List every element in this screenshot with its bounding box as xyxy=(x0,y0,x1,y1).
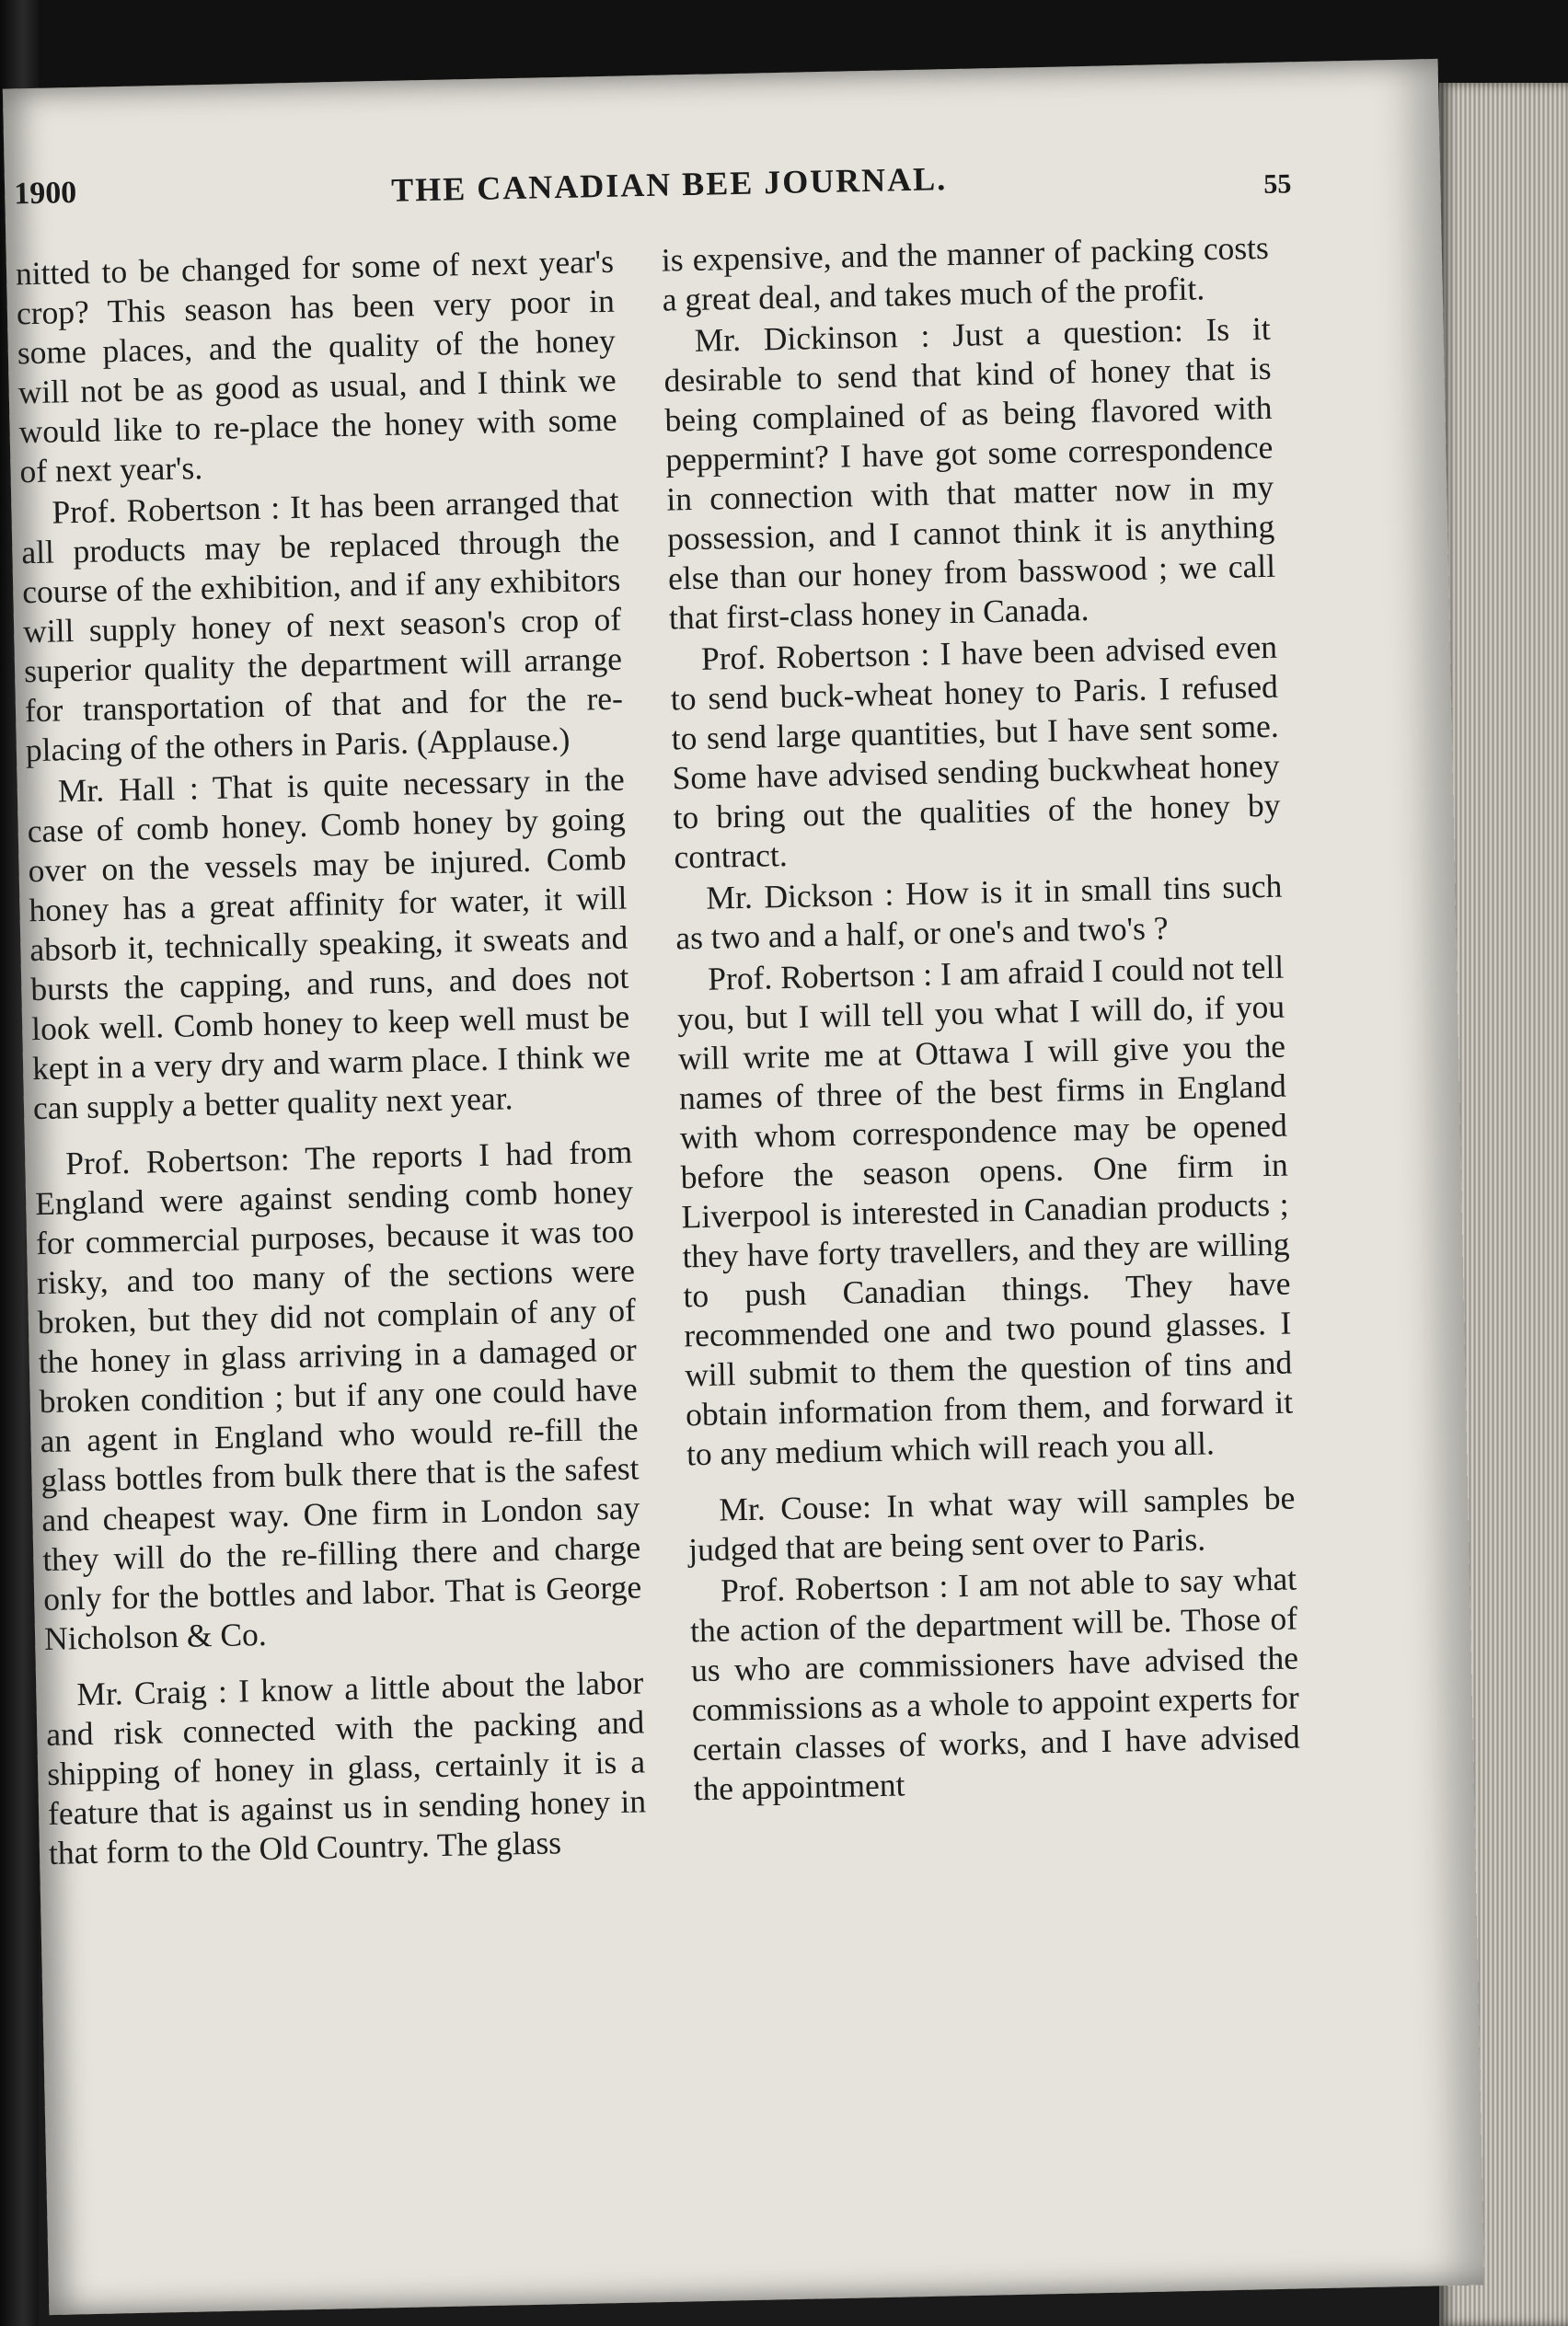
paragraph: Mr. Dickson : How is it in small tins such as two and a half, or one's and two's ? xyxy=(674,867,1283,957)
page-number: 55 xyxy=(1262,168,1292,200)
paragraph: nitted to be changed for some of next year's crop? This season has been very poor in some places, and the quality of the honey will not be as good as usual, and I think we would like to re-place the honey with some of next year's. xyxy=(15,242,617,490)
book-page xyxy=(3,59,1484,2315)
paragraph: Mr. Dickinson : Just a question: Is it desirable to send that kind of honey that is being complained of as being flavored with peppermint? I have got some correspondence in connection with that matter now in my possession, and I cannot think it is anything else than our honey from basswood ; we call that first-class honey in Canada. xyxy=(663,309,1276,637)
paragraph: Prof. Robertson : I am not able to say what the action of the department will be. Those of us who are commissioners have advised the commissions as a whole to appoint experts for certain classes of works, and I have advised the appointment xyxy=(689,1560,1301,1808)
left-column xyxy=(16,242,648,1875)
paragraph: Mr. Hall : That is quite necessary in the case of comb honey. Comb honey by going over on the vessels may be injured. Comb honey has a great affinity for water, it will absorb it, technically speaking, it sweats and bursts the capping, and runs, and does not look well. Comb honey to keep well must be kept in a very dry and warm place. I think we can supply a better quality next year. xyxy=(27,760,631,1127)
paragraph: Mr. Craig : I know a little about the labor and risk connected with the packing and shipping of honey in glass, certainly it is a feature that is against us in sending honey in that form to the Old Country. The glass xyxy=(45,1664,647,1871)
right-column xyxy=(661,228,1301,1811)
paragraph: Mr. Couse: In what way will samples be judged that are being sent over to Paris. xyxy=(687,1479,1296,1569)
paragraph: Prof. Robertson : I am afraid I could not tell you, but I will tell you what I will do, if you will write me at Ottawa I will give you the names of three of the best firms in England with whom correspondence may be opened before the season opens. One firm in Liverpool is interested in Canadian products ; they have forty travellers, and they are willing to push Canadian things. They have recommended one and two pound glasses. I will submit to them the question of tins and obtain information from them, and forward it to any medium which will reach you all. xyxy=(676,948,1294,1473)
paragraph: is expensive, and the manner of packing costs a great deal, and takes much of the profit. xyxy=(661,228,1270,318)
header-year: 1900 xyxy=(13,175,77,212)
paragraph: Prof. Robertson : It has been arranged that all products may be replaced through the course of the exhibition, and if any exhibitors will supply honey of next season's crop of superior quality the department will arrange for transportation of that and for the re-placing of the others in Paris. (Applause.) xyxy=(20,481,624,769)
running-header xyxy=(5,140,1441,225)
paragraph: Prof. Robertson: The reports I had from England were against sending comb honey for commercial purposes, because it was too risky, and too many of the sections were broken, but they did not complain of any of the honey in glass arriving in a damaged or broken condition ; but if any one could have an agent in England who would re-fill the glass bottles from bulk there that is the safest and cheapest way. One firm in London say they will do the re-filling there and charge only for the bottles and labor. That is George Nicholson & Co. xyxy=(34,1133,642,1658)
journal-title: THE CANADIAN BEE JOURNAL. xyxy=(390,160,948,209)
paragraph: Prof. Robertson : I have been advised even to send buck-wheat honey to Paris. I refused to send large quantities, but I have sent some. Some have advised sending buckwheat honey to bring out the qualities of the honey by contract. xyxy=(670,628,1281,876)
